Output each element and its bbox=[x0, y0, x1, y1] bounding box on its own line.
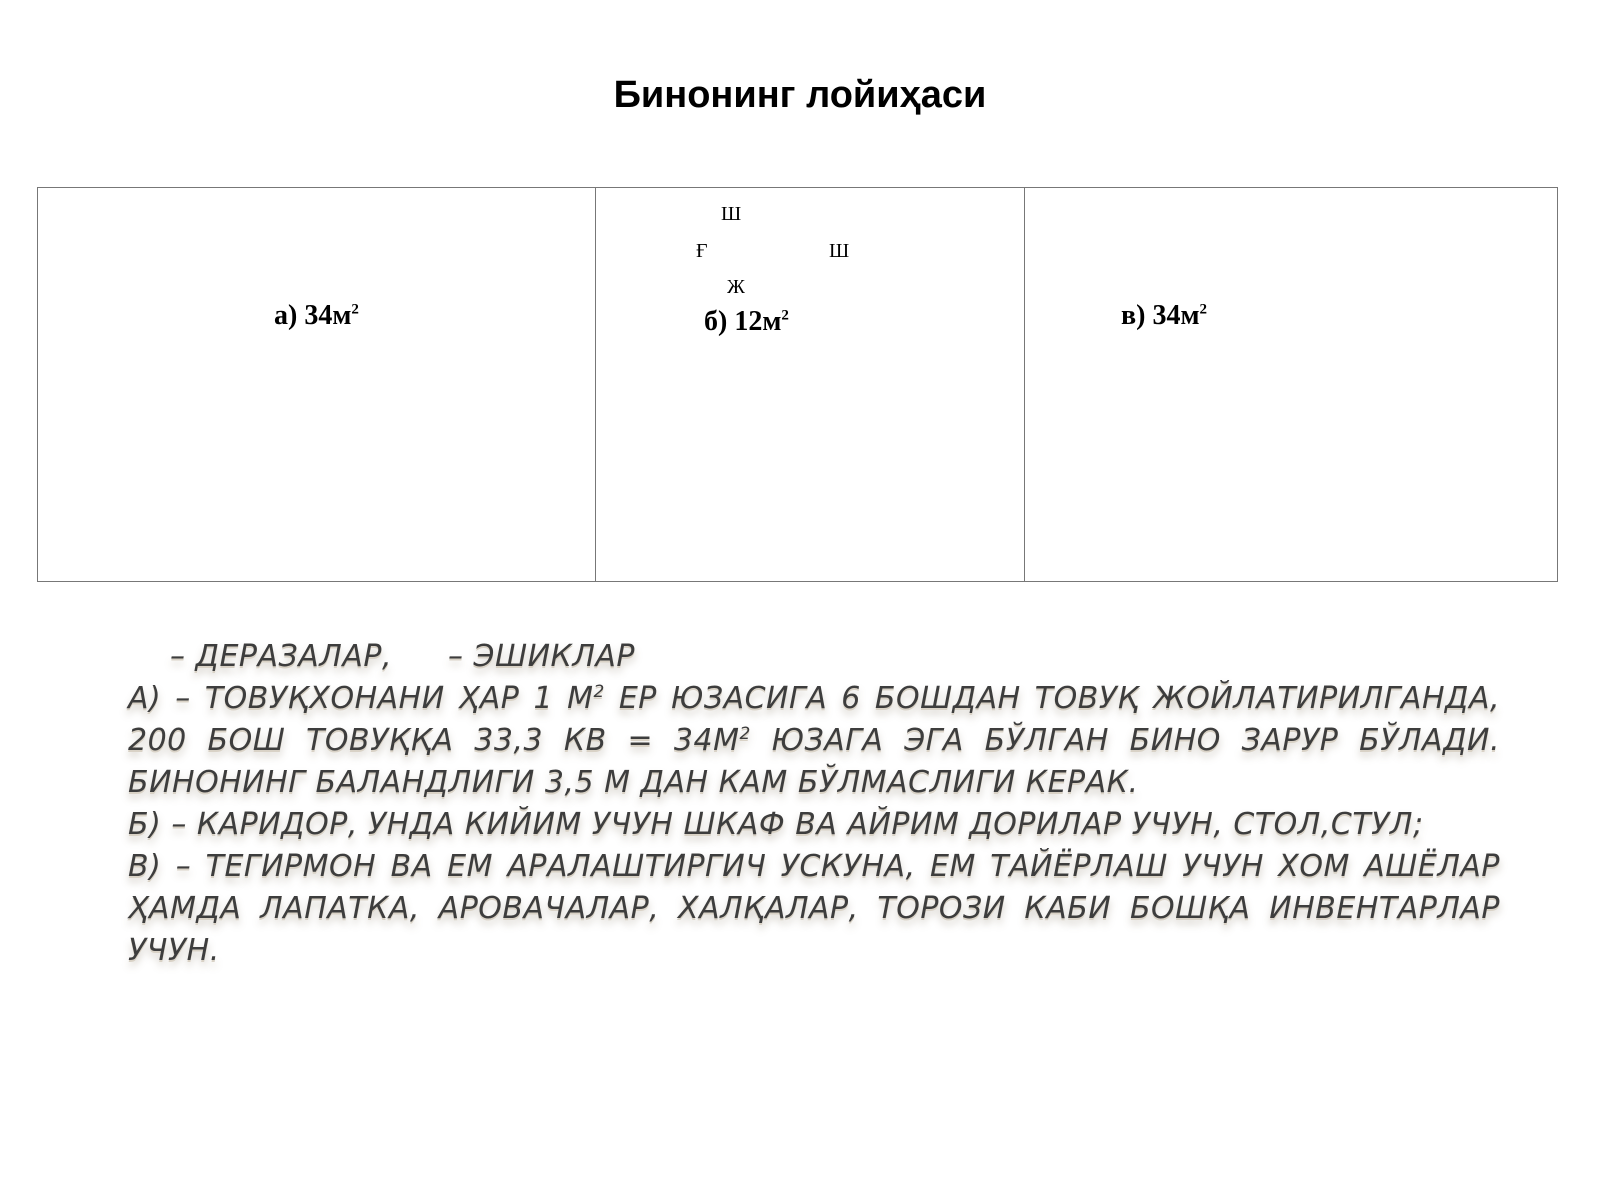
legend bbox=[120, 636, 1500, 678]
note-a: А) – ТОВУҚХОНАНИ ҲАР 1 $М^2$ ЕР ЮЗАСИГА 6 БОШДАН ТОВУҚ ЖОЙЛАТИРИЛГАНДА, 200 БОШ ТОВУҚҚА 33,3 КВ = $34М^2$ ЮЗАГА ЭГА БЎЛГАН БИНО ЗАРУР БЎЛАДИ. БИНОНИНГ БАЛАНДЛИГИ 3,5 М ДАН КАМ БЎЛМАСЛИГИ КЕРАК. bbox=[128, 681, 1500, 800]
plan-notes bbox=[120, 636, 1500, 972]
page-title: Бинонинг лойиҳаси bbox=[613, 74, 987, 116]
note-c: В) – ТЕГИРМОН ВА ЕМ АРАЛАШТИРГИЧ УСКУНА, ЕМ ТАЙЁРЛАШ УЧУН ХОМ АШЁЛАР ҲАМДА ЛАПАТКА, АРОВАЧАЛАР, ХАЛҚАЛАР, ТОРОЗИ КАБИ БОШҚА ИНВЕНТАРЛАР УЧУН. bbox=[128, 849, 1500, 968]
room-c-label: в) $34м^2$ bbox=[1121, 300, 1208, 331]
room-a-label: а) $34м^2$ bbox=[274, 300, 359, 331]
room-b-mark: Ж bbox=[727, 276, 745, 298]
room-b-label: б) $12м^2$ bbox=[704, 306, 789, 337]
note-b: Б) – КАРИДОР, УНДА КИЙИМ УЧУН ШКАФ ВА АЙРИМ ДОРИЛАР УЧУН, СТОЛ,СТУЛ; bbox=[128, 807, 1424, 842]
room-b-mark: Ғ bbox=[696, 240, 708, 262]
room-a bbox=[38, 188, 596, 581]
room-b bbox=[596, 188, 1025, 581]
room-c bbox=[1025, 188, 1557, 581]
legend-doors: – ЭШИКЛАР bbox=[448, 639, 635, 674]
legend-windows: – ДЕРАЗАЛАР, bbox=[170, 639, 393, 674]
building-plan bbox=[37, 187, 1558, 582]
room-b-mark: Ш bbox=[721, 203, 742, 225]
room-b-mark: Ш bbox=[829, 240, 850, 262]
